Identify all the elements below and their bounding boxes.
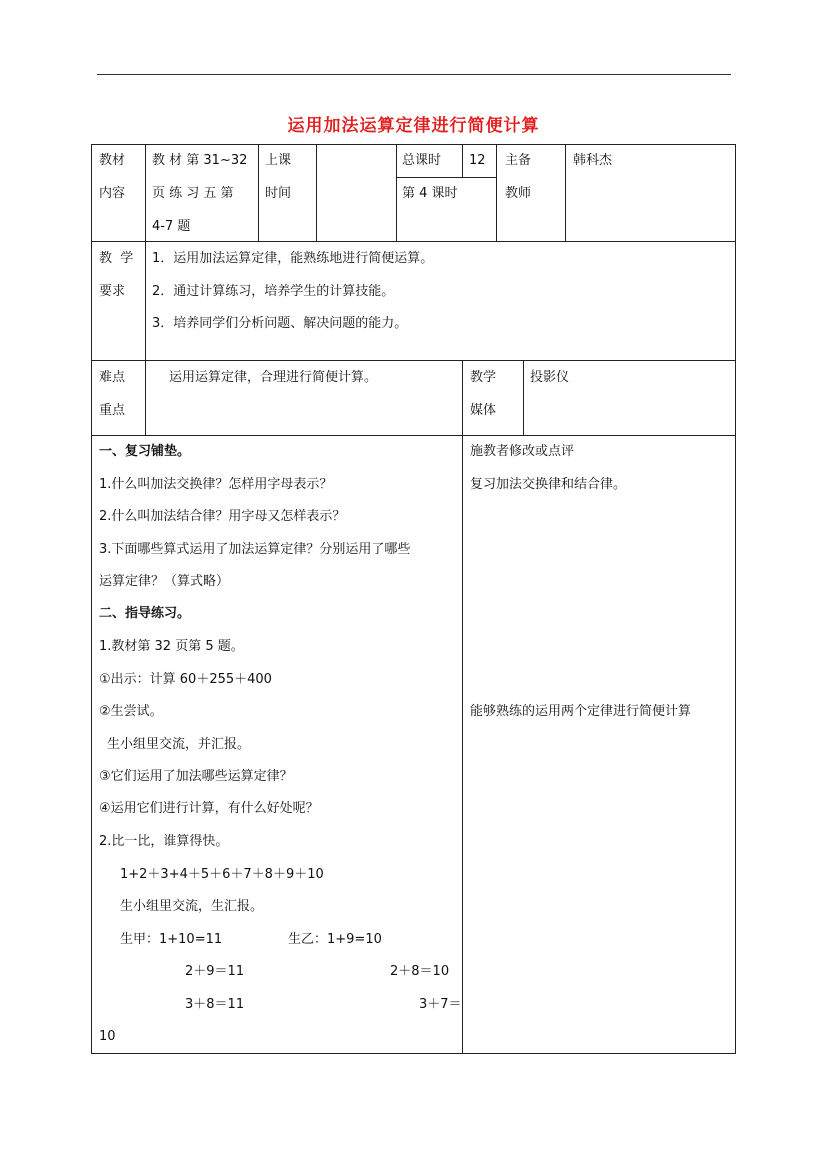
column-divider xyxy=(496,145,497,241)
note-item: 复习加法交换律和结合律。 xyxy=(470,477,627,492)
column-divider xyxy=(396,145,397,241)
process-line: 生小组里交流，生汇报。 xyxy=(120,899,264,914)
row-divider xyxy=(92,360,735,361)
process-line: 3＋7＝ xyxy=(419,997,462,1012)
column-divider xyxy=(145,145,146,435)
goal-item: 2．通过计算练习，培养学生的计算技能。 xyxy=(152,284,395,299)
teacher-label-2: 教师 xyxy=(505,186,532,201)
process-line: ②生尝试。 xyxy=(99,704,163,719)
column-divider xyxy=(258,145,259,241)
notes-heading: 施教者修改或点评 xyxy=(470,444,575,459)
material-value-2: 页 练 习 五 第 xyxy=(152,186,234,201)
row-divider xyxy=(92,435,735,436)
goal-item: 3．培养同学们分析问题、解决问题的能力。 xyxy=(152,316,408,331)
process-line: 2.比一比，谁算得快。 xyxy=(99,834,229,849)
process-line: 2＋9＝11 xyxy=(185,964,245,979)
column-divider xyxy=(462,145,463,177)
process-line: 生甲：1+10=11 xyxy=(120,932,223,947)
column-divider xyxy=(565,145,566,241)
process-line: 生乙：1+9=10 xyxy=(288,932,382,947)
process-line: 10 xyxy=(99,1029,116,1044)
process-line: 3＋8＝11 xyxy=(185,997,245,1012)
goals-label-1: 教 学 xyxy=(99,251,134,266)
section-heading: 二、指导练习。 xyxy=(99,606,191,621)
process-line: 生小组里交流，并汇报。 xyxy=(107,737,251,752)
process-line: 3.下面哪些算式运用了加法运算定律？分别运用了哪些 xyxy=(99,542,411,557)
cell-divider xyxy=(396,177,496,178)
column-divider xyxy=(462,360,463,1053)
process-line: ④运用它们进行计算，有什么好处呢？ xyxy=(99,801,319,816)
time-label-2: 时间 xyxy=(265,186,292,201)
process-line: 1.什么叫加法交换律？怎样用字母表示？ xyxy=(99,477,333,492)
row-divider xyxy=(92,241,735,242)
difficulty-label-2: 重点 xyxy=(99,403,126,418)
note-item: 能够熟练的运用两个定律进行简便计算 xyxy=(470,704,692,719)
section-heading: 一、复习铺垫。 xyxy=(99,444,191,459)
lesson-number: 第 4 课时 xyxy=(402,186,458,201)
process-line: 2＋8＝10 xyxy=(390,964,450,979)
material-label-2: 内容 xyxy=(99,186,126,201)
process-line: 2.什么叫加法结合律？用字母又怎样表示？ xyxy=(99,509,346,524)
media-value: 投影仪 xyxy=(530,370,570,385)
media-label-2: 媒体 xyxy=(470,403,497,418)
process-line: ③它们运用了加法哪些运算定律？ xyxy=(99,769,293,784)
process-line: 1.教材第 32 页第 5 题。 xyxy=(99,639,244,654)
media-label-1: 教学 xyxy=(470,370,497,385)
process-line: ①出示：计算 60＋255＋400 xyxy=(99,672,272,687)
total-lessons-value: 12 xyxy=(469,153,486,168)
difficulty-value: 运用运算定律，合理进行简便计算。 xyxy=(169,370,378,385)
material-value-3: 4-7 题 xyxy=(152,219,191,234)
teacher-name: 韩科杰 xyxy=(573,153,613,168)
time-label-1: 上课 xyxy=(265,153,292,168)
column-divider xyxy=(523,360,524,435)
material-label-1: 教材 xyxy=(99,153,126,168)
teacher-label-1: 主备 xyxy=(505,153,532,168)
process-line: 运算定律？（算式略） xyxy=(99,574,230,589)
process-line: 1+2＋3+4＋5＋6＋7＋8＋9＋10 xyxy=(120,867,324,882)
column-divider xyxy=(316,145,317,241)
goals-label-2: 要求 xyxy=(99,284,126,299)
difficulty-label-1: 难点 xyxy=(99,370,126,385)
lesson-plan-table xyxy=(91,144,736,1054)
material-value-1: 教 材 第 31~32 xyxy=(152,153,248,168)
header-rule xyxy=(97,74,731,75)
document-title: 运用加法运算定律进行简便计算 xyxy=(287,116,540,136)
goal-item: 1．运用加法运算定律，能熟练地进行简便运算。 xyxy=(152,251,434,266)
total-lessons-label: 总课时 xyxy=(402,153,442,168)
